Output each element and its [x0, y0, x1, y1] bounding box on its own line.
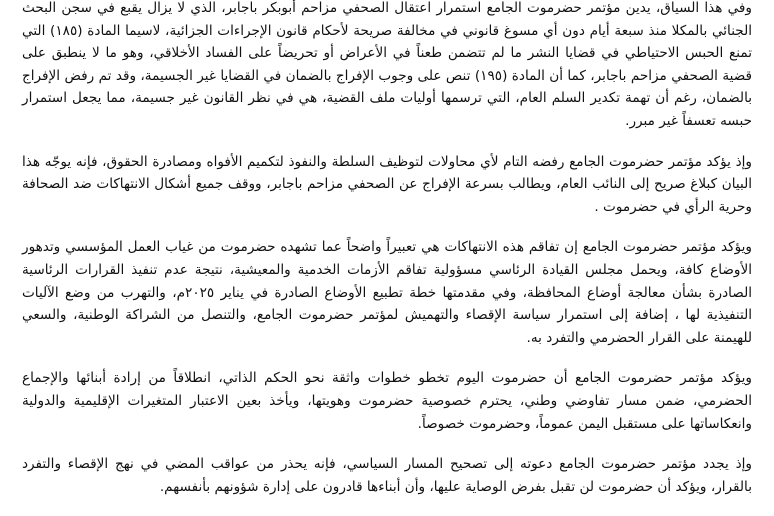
paragraph-political-path: وإذ يجدد مؤتمر حضرموت الجامع دعوته إلى تصحيح المسار السياسي، فإنه يحذر من عواقب المضي في نهج الإقصاء والتفرد بالقرار، ويؤكد أن حضرموت لن تقبل بفرض الوصاية عليها، وأن أبناءها قادرون على إدارة شؤونهم بأنفسهم. [22, 456, 752, 495]
paragraph-violations-responsibility: ويؤكد مؤتمر حضرموت الجامع إن تفاقم هذه الانتهاكات هي تعبيراً واضحاً عما تشهده حضرموت من غياب العمل المؤسسي وتدهور الأوضاع كافة، ويحمل مجلس القيادة الرئاسي مسؤولية تفاقم الأزمات الخدمية والمعيشية، نتيجة عدم تنفيذ القرارات الرئاسية الصادرة بشأن معالجة أوضاع المحافظة، وفي مقدمتها خطة تطبيع الأوضاع الصادرة في يناير ٢٠٢٥م، والتهرب من وضع الآليات التنفيذية لها ، إضافة إلى استمرار سياسة الإقصاء والتهميش لمؤتمر حضرموت الجامع، والتنصل من الشراكة الوطنية، والسعي للهيمنة على القرار الحضرمي والتفرد به. [22, 239, 753, 346]
paragraph-release-demand: وإذ يؤكد مؤتمر حضرموت الجامع رفضه التام لأي محاولات لتوظيف السلطة والنفوذ لتكميم الأفواه ومصادرة الحقوق، فإنه يوجّه هذا البيان كبلاغ صريح إلى النائب العام، ويطالب بسرعة الإفراج عن الصحفي مزاحم باجابر، ووقف جميع أشكال الانتهاكات ضد الصحافة وحرية الرأي في حضرموت . [22, 153, 752, 215]
paragraph-self-rule: ويؤكد مؤتمر حضرموت الجامع أن حضرموت اليوم تخطو خطوات واثقة نحو الحكم الذاتي، انطلاقاً من إرادة أبنائها والإجماع الحضرمي، ضمن مسار تفاوضي وطني، يحترم خصوصية حضرموت وهويتها، ويأخذ بعين الاعتبار المتغيرات الإقليمية والدولية وانعكاساتها على مستقبل اليمن عموماً، وحضرموت خصوصاً. [22, 370, 752, 432]
paragraph-detention-condemnation: وفي هذا السياق، يدين مؤتمر حضرموت الجامع استمرار اعتقال الصحفي مزاحم أبوبكر باجابر، الذي لا يزال يقبع في سجن البحث الجنائي بالمكلا منذ سبعة أيام دون أي مسوغ قانوني في مخالفة صريحة لأحكام قانون الإجراءات الجزائية، لاسيما المادة (١٨٥) التي تمنع الحبس الاحتياطي في قضايا النشر ما لم تتضمن طعناً في الأعراض أو تحريضاً على الفساد الأخلاقي، وهو ما لا ينطبق على قضية الصحفي مزاحم باجابر، كما أن المادة (١٩٥) تنص على وجوب الإفراج بالضمان في القضايا غير الجسيمة، وقد تم رفض الإفراج بالضمان، رغم أن تهمة تكدير السلم العام، التي ترسمها أوليات ملف القضية، هي في نظر القانون غير جسيمة، مما يجعل استمرار حبسه تعسفاً غير مبرر. [22, 0, 752, 129]
